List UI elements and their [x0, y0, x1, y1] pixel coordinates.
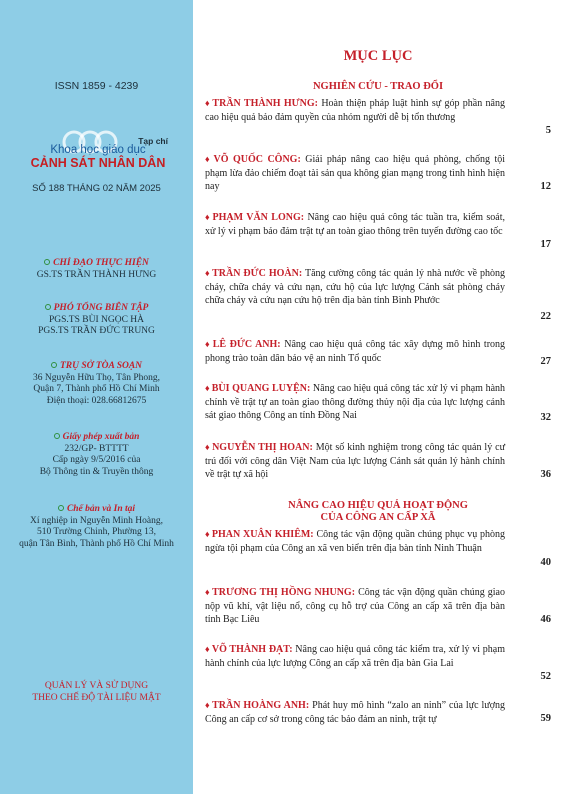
entry-author: PHAN XUÂN KHIÊM:: [211, 529, 314, 540]
toc-entry[interactable]: [205, 153, 505, 194]
section-heading: Giấy phép xuất bản: [62, 432, 140, 442]
section-heading-commune-police: [203, 500, 553, 524]
diamond-bullet-icon: ♦: [205, 212, 211, 222]
section-line: PGS.TS BÙI NGỌC HÀ: [48, 314, 144, 325]
entry-author: TRẦN ĐỨC HOÀN:: [212, 268, 303, 279]
entry-author: NGUYỄN THỊ HOAN:: [212, 442, 313, 453]
entry-page: 12: [540, 181, 551, 192]
section-heading-line2: CỦA CÔNG AN CẤP XÃ: [320, 512, 436, 523]
diamond-bullet-icon: ♦: [205, 587, 211, 597]
entry-page: 59: [540, 713, 551, 724]
green-circle-icon: [44, 259, 50, 265]
entry-author: TRƯƠNG THỊ HỒNG NHUNG:: [212, 587, 356, 598]
toc-entry[interactable]: [205, 338, 505, 365]
section-line: 232/GP- BTTTT: [64, 443, 129, 454]
section-heading-line1: NÂNG CAO HIỆU QUẢ HOẠT ĐỘNG: [288, 500, 468, 511]
section-printing: [0, 504, 193, 550]
entry-title: Tăng cường công tác quản lý nhà nước về phòng cháy, chữa cháy và cứu nạn, cứu hộ của lực lượng Cảnh sát phòng cháy chữa cháy và cứu nạn cứu hộ trên địa bàn tỉnh Bình Phước: [205, 268, 506, 306]
section-deputy-editor: [0, 303, 193, 338]
toc-entry[interactable]: [205, 211, 505, 238]
diamond-bullet-icon: ♦: [205, 268, 211, 278]
entry-title: Một số kinh nghiệm trong công tác quản lý cư trú đối với công dân Việt Nam của lực lượng Cảnh sát quản lý hành chính về trật tự xã hội: [205, 442, 506, 480]
journal-logo: [30, 124, 168, 170]
toc-entry[interactable]: [205, 699, 505, 726]
diamond-bullet-icon: ♦: [205, 154, 212, 164]
classified-notice: [0, 680, 193, 704]
entry-page: 52: [540, 671, 551, 682]
entry-title: Hoàn thiện pháp luật hình sự góp phần nâng cao hiệu quả bảo đảm quyền của nhóm người dễ bị tổn thương: [205, 98, 505, 123]
section-heading: TRỤ SỞ TÒA SOẠN: [59, 361, 143, 371]
toc-entry[interactable]: [205, 382, 505, 423]
diamond-bullet-icon: ♦: [205, 442, 211, 452]
toc-title: MỤC LỤC: [343, 48, 413, 64]
entry-page: 22: [540, 311, 551, 322]
entry-author: TRẦN THÀNH HƯNG:: [212, 98, 318, 109]
section-line: Cấp ngày 9/5/2016 của: [52, 455, 141, 465]
section-line: PGS.TS TRẦN ĐỨC TRUNG: [38, 326, 155, 336]
issn: ISSN 1859 - 4239: [54, 80, 139, 92]
entry-page: 32: [540, 412, 551, 423]
entry-author: BÙI QUANG LUYỆN:: [211, 383, 311, 394]
diamond-bullet-icon: ♦: [205, 700, 211, 710]
entry-author: TRẦN HOÀNG ANH:: [212, 700, 310, 711]
section-line: quận Tân Bình, Thành phố Hồ Chí Minh: [19, 538, 174, 549]
diamond-bullet-icon: ♦: [205, 529, 210, 539]
section-line: 36 Nguyễn Hữu Thọ, Tân Phong,: [33, 372, 160, 383]
sidebar: [0, 0, 193, 794]
green-circle-icon: [45, 304, 51, 310]
journal-name-line1: Khoa học giáo dục: [50, 144, 146, 156]
toc-entry[interactable]: [205, 267, 505, 308]
toc-entry[interactable]: [205, 643, 505, 670]
section-heading-research: NGHIÊN CỨU - TRAO ĐỔI: [312, 81, 444, 92]
diamond-bullet-icon: ♦: [205, 339, 211, 349]
entry-author: VÕ QUỐC CÔNG:: [213, 154, 301, 165]
entry-title: Nâng cao hiệu quả công tác tuần tra, kiểm soát, xử lý vi phạm bảo đảm trật tự an toàn giao thông trên tuyến đường cao tốc: [205, 212, 506, 237]
section-line: 510 Trường Chinh, Phường 13,: [36, 527, 157, 537]
toc-entry[interactable]: [205, 586, 505, 627]
entry-title: Giải pháp nâng cao hiệu quả phòng, chống tội phạm lừa đảo chiếm đoạt tài sản qua không gian mạng trong tình hình hiện nay: [205, 154, 505, 192]
classified-line1: QUẢN LÝ VÀ SỬ DỤNG: [44, 681, 149, 691]
green-circle-icon: [54, 433, 60, 439]
entry-page: 40: [540, 557, 551, 568]
section-line: Quận 7, Thành phố Hồ Chí Minh: [33, 384, 160, 394]
entry-author: VÕ THÀNH ĐẠT:: [211, 644, 293, 655]
section-heading: PHÓ TỔNG BIÊN TẬP: [53, 303, 149, 313]
section-line: Điện thoại: 028.66812675: [46, 395, 147, 406]
entry-page: 46: [540, 614, 551, 625]
toc-entry[interactable]: [205, 441, 505, 482]
section-line: Bộ Thông tin & Truyền thông: [39, 466, 154, 477]
entry-page: 27: [540, 356, 551, 367]
entry-title: Nâng cao hiệu quả công tác xử lý vi phạm hành chính về trật tự an toàn giao thông đường thủy nội địa của lực lượng cảnh sát giao thông Công an tỉnh Đồng Nai: [205, 383, 506, 421]
entry-title: Công tác vận động quần chúng giao nộp vũ khí, vật liệu nổ, công cụ hỗ trợ của Công an cấp xã trên địa bàn tỉnh Bạc Liêu: [205, 587, 505, 625]
section-line: Xí nghiệp in Nguyễn Minh Hoàng,: [30, 515, 163, 526]
section-office: [0, 361, 193, 407]
section-direction: [0, 258, 193, 281]
entry-author: LÊ ĐỨC ANH:: [212, 339, 281, 350]
entry-page: 17: [540, 239, 551, 250]
entry-title: Nâng cao hiệu quả công tác kiểm tra, xử lý vi phạm hành chính của lực lượng Công an cấp xã trên địa bàn Gia Lai: [205, 644, 505, 669]
table-of-contents: [203, 0, 553, 794]
section-heading: CHỈ ĐẠO THỰC HIỆN: [53, 258, 149, 268]
diamond-bullet-icon: ♦: [205, 98, 211, 108]
toc-entry[interactable]: [205, 97, 505, 124]
journal-label: Tạp chí: [138, 136, 168, 146]
classified-line2: THEO CHẾ ĐỘ TÀI LIỆU MẬT: [32, 693, 161, 703]
entry-page: 5: [545, 125, 551, 136]
green-circle-icon: [51, 362, 57, 368]
entry-title: Nâng cao hiệu quả công tác xây dựng mô hình trong phong trào toàn dân bảo vệ an ninh Tổ quốc: [205, 339, 506, 364]
entry-page: 36: [540, 469, 551, 480]
entry-title: Công tác vận động quần chúng phục vụ phòng ngừa tội phạm của Công an xã ven biển trên địa bàn tỉnh Ninh Thuận: [205, 529, 506, 554]
entry-title: Phát huy mô hình “zalo an ninh” của lực lượng Công an cấp cơ sở trong công tác bảo đảm an ninh, trật tự: [205, 700, 506, 725]
section-line: GS.TS TRẦN THÀNH HƯNG: [36, 269, 157, 280]
section-license: [0, 432, 193, 478]
toc-entry[interactable]: [205, 528, 505, 555]
journal-name-line2: CẢNH SÁT NHÂN DÂN: [30, 156, 166, 170]
section-heading: Chế bản và In tại: [66, 504, 136, 514]
green-circle-icon: [58, 505, 64, 511]
diamond-bullet-icon: ♦: [205, 383, 210, 393]
diamond-bullet-icon: ♦: [205, 644, 210, 654]
entry-author: PHẠM VĂN LONG:: [212, 212, 305, 223]
issue-number: SỐ 188 THÁNG 02 NĂM 2025: [32, 183, 161, 194]
